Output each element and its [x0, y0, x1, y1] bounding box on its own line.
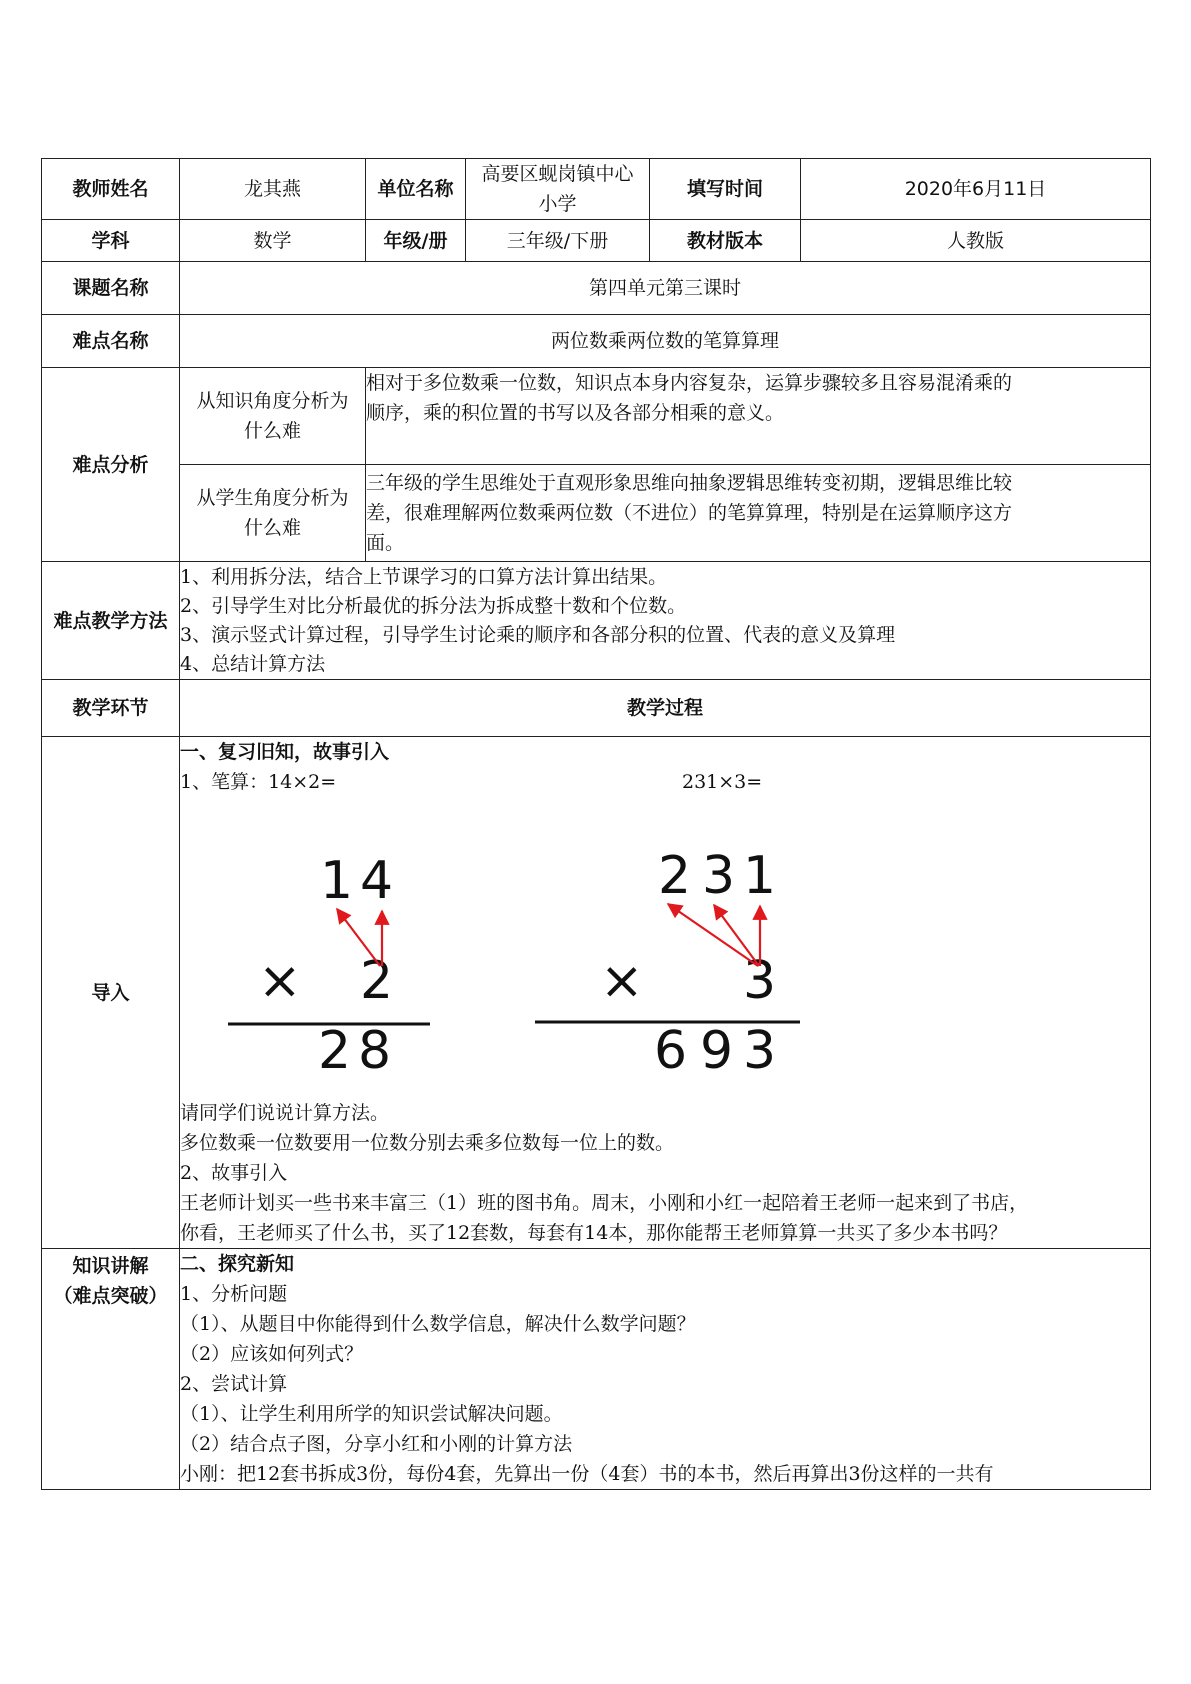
teacher-name-value: 龙其燕	[180, 159, 366, 220]
lesson-plan-table	[41, 158, 1151, 1490]
student-angle-line1: 从学生角度分析为	[196, 487, 349, 509]
teacher-name-label: 教师姓名	[42, 159, 180, 220]
knowledge-content	[180, 1249, 1151, 1490]
question-231x3: 231×3=	[682, 771, 763, 793]
student-text-line2: 差，很难理解两位数乘两位数（不进位）的笔算算理，特别是在运算顺序这方	[366, 502, 1013, 524]
calc1-result-tens: 2	[318, 1021, 352, 1081]
intro-content	[180, 737, 1151, 1249]
knowledge-line: （1）、从题目中你能得到什么数学信息，解决什么数学问题？	[180, 1313, 696, 1335]
intro-line: 2、故事引入	[180, 1162, 288, 1184]
intro-line: 你看，王老师买了什么书，买了12套数，每套有14本，那你能帮王老师算算一共买了多少本书吗？	[180, 1222, 1008, 1244]
knowledge-line: 小刚：把12套书拆成3份，每份4套，先算出一份（4套）书的本书，然后再算出3份这样的一共有	[180, 1463, 994, 1485]
method-item: 4、总结计算方法	[180, 652, 326, 675]
calc1-digit-tens: 1	[320, 851, 354, 911]
calc2-result-tens: 9	[700, 1021, 734, 1081]
method-item: 3、演示竖式计算过程，引导学生讨论乘的顺序和各部分积的位置、代表的意义及算理	[180, 623, 896, 646]
calc1-digit-ones: 4	[360, 851, 394, 911]
student-text-line3: 面。	[366, 532, 405, 554]
calc-14x2	[258, 851, 393, 1081]
calc2-arrows	[668, 904, 760, 966]
subject-value: 数学	[180, 220, 366, 262]
unit-name-value	[466, 159, 650, 220]
intro-question-row	[180, 767, 1150, 798]
intro-line: 王老师计划买一些书来丰富三（1）班的图书角。周末，小刚和小红一起陪着王老师一起来到了书店，	[180, 1192, 1029, 1214]
knowledge-line: （2）应该如何列式？	[180, 1343, 364, 1365]
process-title: 教学过程	[180, 680, 1151, 737]
grade-label: 年级/册	[366, 220, 466, 262]
calc2-arrow-to-tens	[714, 905, 759, 966]
calc2-result-ones: 3	[743, 1021, 777, 1081]
intro-label: 导入	[42, 737, 180, 1249]
calc2-result-hundreds: 6	[654, 1021, 688, 1081]
fill-date-value: 2020年6月11日	[801, 159, 1151, 220]
edition-label: 教材版本	[650, 220, 801, 262]
calc2-digit-hundreds: 2	[658, 846, 692, 906]
difficulty-value: 两位数乘两位数的笔算算理	[180, 315, 1151, 368]
calc1-multiply-sign: ×	[258, 951, 302, 1011]
student-angle-label	[180, 465, 366, 562]
knowledge-text-line2: 顺序，乘的积位置的书写以及各部分相乘的意义。	[366, 402, 785, 424]
calc2-digit-ones: 1	[743, 846, 777, 906]
knowledge-angle-line2: 什么难	[243, 420, 301, 442]
calc1-arrow-to-tens	[337, 909, 380, 966]
unit-name-label: 单位名称	[366, 159, 466, 220]
fill-date-label: 填写时间	[650, 159, 801, 220]
knowledge-line: （2）结合点子图，分享小红和小刚的计算方法	[180, 1433, 573, 1455]
difficulty-label: 难点名称	[42, 315, 180, 368]
question-14x2: 1、笔算：14×2=	[180, 771, 337, 793]
intro-heading: 一、复习旧知，故事引入	[180, 741, 390, 763]
calc2-arrow-to-hundreds	[668, 904, 758, 966]
subject-label: 学科	[42, 220, 180, 262]
intro-line: 多位数乘一位数要用一位数分别去乘多位数每一位上的数。	[180, 1132, 675, 1154]
knowledge-text-line1: 相对于多位数乘一位数，知识点本身内容复杂，运算步骤较多且容易混淆乘的	[366, 372, 1013, 394]
calc1-multiplier: 2	[360, 951, 394, 1011]
student-text-line1: 三年级的学生思维处于直观形象思维向抽象逻辑思维转变初期，逻辑思维比较	[366, 472, 1013, 494]
knowledge-label-line2: （难点突破）	[53, 1285, 168, 1307]
intro-line: 请同学们说说计算方法。	[180, 1102, 390, 1124]
calculation-diagram	[180, 798, 1080, 1098]
knowledge-section-label	[42, 1249, 180, 1490]
knowledge-angle-label	[180, 368, 366, 465]
knowledge-label-line1: 知识讲解	[72, 1255, 149, 1277]
topic-label: 课题名称	[42, 262, 180, 315]
knowledge-heading: 二、探究新知	[180, 1253, 295, 1275]
method-list	[180, 562, 1151, 680]
knowledge-line: 1、分析问题	[180, 1283, 288, 1305]
student-angle-text	[366, 465, 1151, 562]
knowledge-line: （1）、让学生利用所学的知识尝试解决问题。	[180, 1403, 563, 1425]
student-angle-line2: 什么难	[243, 517, 301, 539]
analysis-label: 难点分析	[42, 368, 180, 562]
calc2-multiply-sign: ×	[600, 951, 644, 1011]
unit-name-line1: 高要区蚬岗镇中心	[481, 163, 634, 185]
knowledge-line: 2、尝试计算	[180, 1373, 288, 1395]
unit-name-line2: 小学	[538, 193, 577, 215]
process-stage-label: 教学环节	[42, 680, 180, 737]
method-item: 1、利用拆分法，结合上节课学习的口算方法计算出结果。	[180, 565, 668, 588]
topic-value: 第四单元第三课时	[180, 262, 1151, 315]
method-item: 2、引导学生对比分析最优的拆分法为拆成整十数和个位数。	[180, 594, 687, 617]
calc-231x3	[600, 846, 776, 1081]
calc2-multiplier: 3	[743, 951, 777, 1011]
vertical-calculation-figure	[180, 798, 1150, 1098]
calc2-digit-tens: 3	[702, 846, 736, 906]
calc1-result-ones: 8	[358, 1021, 392, 1081]
knowledge-angle-line1: 从知识角度分析为	[196, 390, 349, 412]
grade-value: 三年级/下册	[466, 220, 650, 262]
edition-value: 人教版	[801, 220, 1151, 262]
method-label: 难点教学方法	[42, 562, 180, 680]
knowledge-angle-text	[366, 368, 1151, 465]
